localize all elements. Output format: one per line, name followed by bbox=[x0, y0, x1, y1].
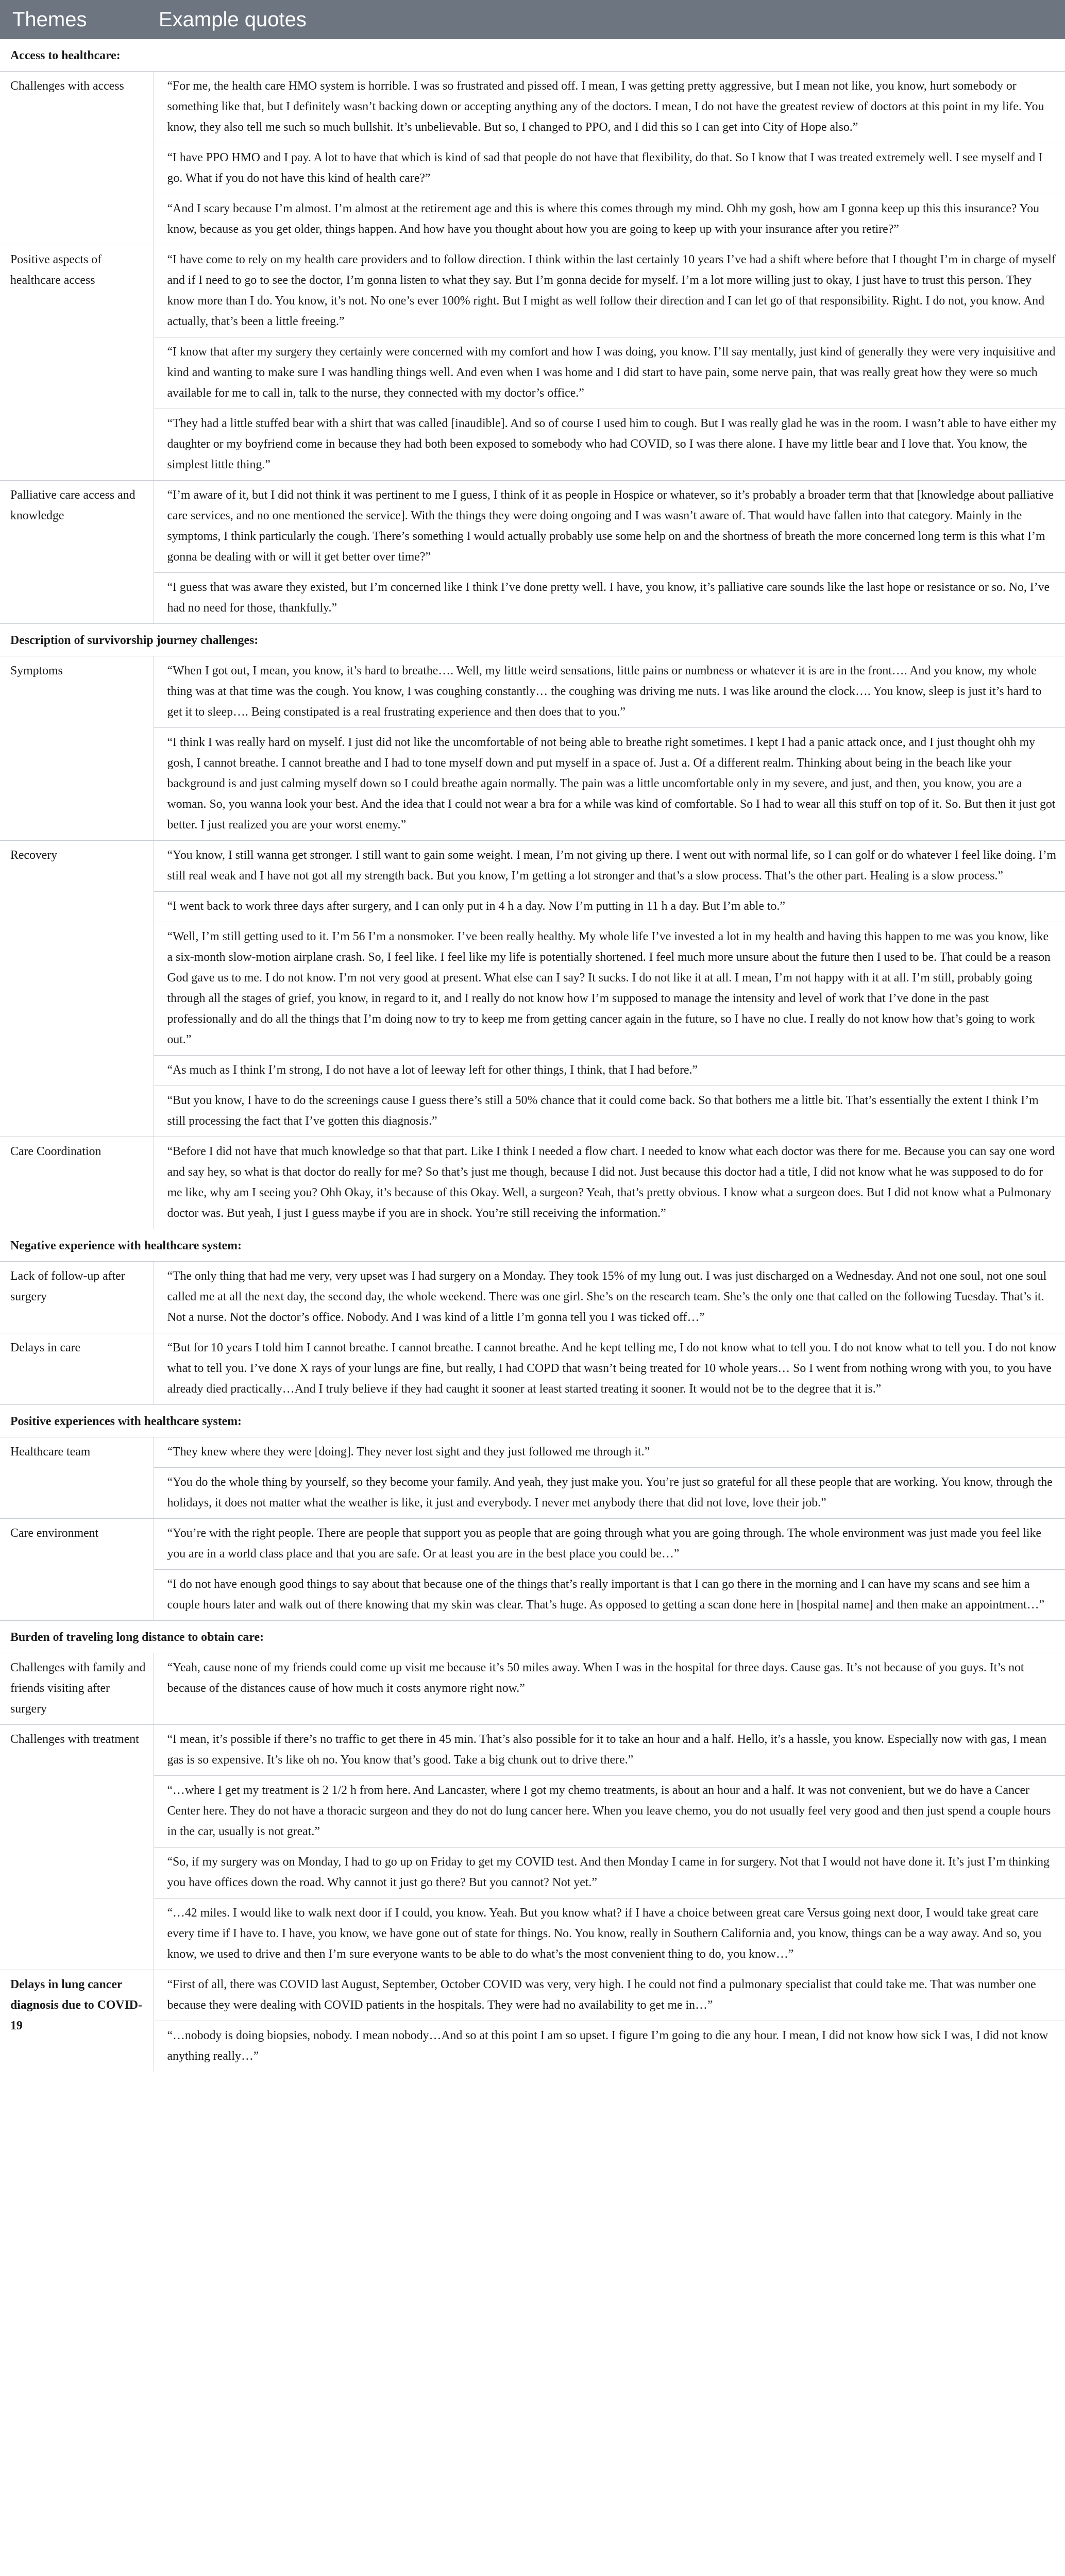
example-quote: “For me, the health care HMO system is horrible. I was so frustrated and pissed off. I mean, I was getting pretty aggressive, but I mean not like, you know, hurt somebody or something like that, but I definitely wasn’t backing down or accepting anything any of the doctors. I mean, I do not have the greatest review of doctors at this point in my life. You know, they also tell me such so much bullshit. It’s unbelievable. But so, I changed to PPO, and I did this so I can get into City of Hope also.” bbox=[154, 72, 1065, 143]
example-quote: “When I got out, I mean, you know, it’s hard to breathe…. Well, my little weird sensations, little pains or numbness or whatever it is are in the front…. And you know, my whole thing was at that time was the cough. You know, I was coughing constantly… the coughing was driving me nuts. I was like around the clock…. You know, sleep is just it’s hard to get it to sleep…. Being constipated is a real frustrating experience and then does that to you.” bbox=[154, 656, 1065, 728]
table-row bbox=[0, 2021, 1065, 2072]
theme-name: Healthcare team bbox=[0, 1437, 154, 1519]
section-row bbox=[0, 1229, 1065, 1262]
table-row bbox=[0, 1653, 1065, 1725]
example-quote: “I know that after my surgery they certainly were concerned with my comfort and how I was doing, you know. I’ll say mentally, just kind of generally they were very inquisitive and kind and wanting to make sure I was handling things well. And even when I was home and I did start to have pain, some nerve pain, that was really great how they were so much available for me to call in, talk to the nurse, they connected with my doctor’s office.” bbox=[154, 337, 1065, 409]
theme-name: Positive aspects of healthcare access bbox=[0, 245, 154, 481]
example-quote: “As much as I think I’m strong, I do not have a lot of leeway left for other things, I think, that I had before.” bbox=[154, 1056, 1065, 1086]
table-row bbox=[0, 481, 1065, 573]
example-quote: “I mean, it’s possible if there’s no traffic to get there in 45 min. That’s also possible for it to take an hour and a half. Hello, it’s a hassle, you know. Especially now with gas, I mean gas is so expensive. It’s like oh no. You know that’s good. Take a big chunk out to drive there.” bbox=[154, 1725, 1065, 1776]
section-title: Description of survivorship journey challenges: bbox=[0, 624, 1065, 656]
table-row bbox=[0, 728, 1065, 841]
example-quote: “Before I did not have that much knowledge so that that part. Like I think I needed a flow chart. I needed to know what each doctor was there for me. Because you can say one word and say hey, so what is that doctor do really for me? So that’s just me though, because I did not. Just because this doctor had a title, I did not know what he was supposed to do for me like, why am I seeing you? Ohh Okay, it’s because of this Okay. Well, a surgeon? Yeah, that’s pretty obvious. I know what a surgeon does. But I did not know what a Pulmonary doctor was. But yeah, I just I guess maybe if you are in shock. You’re still receiving the information.” bbox=[154, 1137, 1065, 1229]
table-row bbox=[0, 656, 1065, 728]
table-row bbox=[0, 143, 1065, 194]
example-quote: “They had a little stuffed bear with a shirt that was called [inaudible]. And so of course I used him to cough. But I was really glad he was in the room. I wasn’t able to have either my daughter or my boyfriend come in because they had both been exposed to somebody who had COVID, so I was there alone. I have my little bear and I love that. You know, the simplest little thing.” bbox=[154, 409, 1065, 481]
theme-name: Delays in care bbox=[0, 1333, 154, 1405]
example-quote: “Well, I’m still getting used to it. I’m 56 I’m a nonsmoker. I’ve been really healthy. My whole life I’ve invested a lot in my health and having this happen to me was you know, like a six-month slow-motion airplane crash. So, I feel like. I feel like my life is potentially shortened. I feel much more unsure about the future then I used to be. That could be a reason God gave us to me. I do not know. I’m not very good at present. What else can I say? It sucks. I do not like it at all. I mean, I’m not happy with it at all. I’m still, probably going through all the stages of grief, you know, in regard to it, and I really do not know how I’m supposed to manage the intensity and level of work that I’ve done in the past professionally and do all the things that I’m doing now to try to keep me from getting cancer again in the future, so I have no clue. I really do not know how that’s going to work out.” bbox=[154, 922, 1065, 1056]
header-example-quotes: Example quotes bbox=[154, 0, 1065, 39]
theme-name: Symptoms bbox=[0, 656, 154, 841]
table-row bbox=[0, 1137, 1065, 1229]
example-quote: “I think I was really hard on myself. I just did not like the uncomfortable of not being able to breathe right sometimes. I kept I had a panic attack once, and I just thought ohh my gosh, I cannot breathe. I cannot breathe and I had to tone myself down and put myself in a space of. Just a. Of a different realm. Thinking about being in the beach like your background is and just calming myself down so I could breathe again normally. The pain was a little uncomfortable only in my severe, and just, and then, you know, you are a woman. So, you wanna look your best. And the idea that I could not wear a bra for a while was kind of comfortable. So I had to wear all this stuff on top of it. So. But then it just got better. I just realized you are your worst enemy.” bbox=[154, 728, 1065, 841]
theme-name: Care environment bbox=[0, 1519, 154, 1621]
header-themes: Themes bbox=[0, 0, 154, 39]
example-quote: “You’re with the right people. There are people that support you as people that are going through what you are going through. The whole environment was just made you feel like you are in a world class place and that you are safe. Or at least you are in the best place you could be…” bbox=[154, 1519, 1065, 1570]
example-quote: “I have PPO HMO and I pay. A lot to have that which is kind of sad that people do not have that flexibility, do that. So I know that I was treated extremely well. I see myself and I go. What if you do not have this kind of health care?” bbox=[154, 143, 1065, 194]
example-quote: “…where I get my treatment is 2 1/2 h from here. And Lancaster, where I got my chemo treatments, is about an hour and a half. It was not convenient, but we do have a Cancer Center here. They do not have a thoracic surgeon and they do not do lung cancer here. When you leave chemo, you do not usually feel very good and then just spend a couple hours in the car, usually is not great.” bbox=[154, 1776, 1065, 1848]
section-title: Negative experience with healthcare system: bbox=[0, 1229, 1065, 1262]
table-row bbox=[0, 1056, 1065, 1086]
table-row bbox=[0, 1262, 1065, 1333]
theme-name: Lack of follow-up after surgery bbox=[0, 1262, 154, 1333]
table-row bbox=[0, 922, 1065, 1056]
section-title: Access to healthcare: bbox=[0, 39, 1065, 72]
example-quote: “And I scary because I’m almost. I’m almost at the retirement age and this is where this comes through my mind. Ohh my gosh, how am I gonna keep up this this insurance? You know, because as you get older, things happen. And how have you thought about how you are going to keep up with your insurance after you retire?” bbox=[154, 194, 1065, 245]
table-row bbox=[0, 1437, 1065, 1468]
section-row bbox=[0, 1621, 1065, 1653]
example-quote: “So, if my surgery was on Monday, I had to go up on Friday to get my COVID test. And then Monday I came in for surgery. Not that I would not have done it. It’s just I’m thinking you have offices down the road. Why cannot it just go there? But you cannot? Not yet.” bbox=[154, 1848, 1065, 1899]
section-title: Positive experiences with healthcare system: bbox=[0, 1405, 1065, 1437]
table-row bbox=[0, 892, 1065, 922]
table-row bbox=[0, 245, 1065, 337]
table-row bbox=[0, 1776, 1065, 1848]
example-quote: “Yeah, cause none of my friends could come up visit me because it’s 50 miles away. When I was in the hospital for three days. Cause gas. It’s not because of you guys. It’s not because of the distances cause of how much it costs anymore right now.” bbox=[154, 1653, 1065, 1725]
table-body bbox=[0, 39, 1065, 2072]
example-quote: “I do not have enough good things to say about that because one of the things that’s really important is that I can go there in the morning and I can have my scans and see him a couple hours later and walk out of there knowing that my skin was clear. That’s huge. As opposed to getting a scan done here in [hospital name] and then make an appointment…” bbox=[154, 1570, 1065, 1621]
section-row bbox=[0, 39, 1065, 72]
table-row bbox=[0, 1468, 1065, 1519]
example-quote: “You know, I still wanna get stronger. I still want to gain some weight. I mean, I’m not giving up there. I went out with normal life, so I can golf or do whatever I feel like doing. I’m still real weak and I have not got all my strength back. But you know, I’m getting a lot stronger and that’s a slow process. That’s the other part. Healing is a slow process.” bbox=[154, 841, 1065, 892]
theme-name: Challenges with access bbox=[0, 72, 154, 245]
example-quote: “I have come to rely on my health care providers and to follow direction. I think within the last certainly 10 years I’ve had a shift where before that I thought I’m in charge of myself and if I need to go to see the doctor, I’m gonna listen to what they say. But I’m gonna decide for myself. I’m a lot more willing just to okay, I just have to trust this person. They know more than I do. You know, it’s not. No one’s ever 100% right. But I might as well follow their direction and I can let go of that responsibility. Right. I do not, you know. And actually, that’s been a little freeing.” bbox=[154, 245, 1065, 337]
theme-name: Challenges with family and friends visiting after surgery bbox=[0, 1653, 154, 1725]
table-row bbox=[0, 1333, 1065, 1405]
table-row bbox=[0, 1848, 1065, 1899]
table-row bbox=[0, 337, 1065, 409]
table-row bbox=[0, 1725, 1065, 1776]
example-quote: “The only thing that had me very, very upset was I had surgery on a Monday. They took 15% of my lung out. I was just discharged on a Wednesday. And not one soul, not one soul called me at all the next day, the second day, the whole weekend. There was one girl. She’s on the research team. She’s the only one that called on the following Tuesday. That’s it. Not a nurse. Not the doctor’s office. Nobody. And I was kind of a little I’m gonna tell you I was ticked off…” bbox=[154, 1262, 1065, 1333]
example-quote: “But you know, I have to do the screenings cause I guess there’s still a 50% chance that it could come back. So that bothers me a little bit. That’s essentially the extent I think I’m still processing the fact that I’ve gotten this diagnosis.” bbox=[154, 1086, 1065, 1137]
table-row bbox=[0, 1570, 1065, 1621]
example-quote: “First of all, there was COVID last August, September, October COVID was very, very high. I he could not find a pulmonary specialist that could take me. That was number one because they were dealing with COVID patients in the hospitals. They were had no availability to get me in…” bbox=[154, 1970, 1065, 2021]
table-row bbox=[0, 1970, 1065, 2021]
table-row bbox=[0, 1899, 1065, 1970]
theme-name: Delays in lung cancer diagnosis due to COVID-19 bbox=[0, 1970, 154, 2072]
example-quote: “But for 10 years I told him I cannot breathe. I cannot breathe. I cannot breathe. And he kept telling me, I do not know what to tell you. I do not know what to tell you. I do not know what to tell you. I’ve done X rays of your lungs are fine, but really, I had COPD that wasn’t being treated for 10 whole years… So I went from nothing wrong with you, to you have already died practically…And I truly believe if they had caught it sooner at least started treating it sooner. It would not be to the degree that it is.” bbox=[154, 1333, 1065, 1405]
section-row bbox=[0, 1405, 1065, 1437]
example-quote: “…42 miles. I would like to walk next door if I could, you know. Yeah. But you know what? if I have a choice between great care Versus going next door, I would take great care every time if I have to. I have, you know, we have gone out of state for things. No. You know, really in Southern California and, you know, things can be a way away. And so, you know, we used to drive and then I’m sure everyone wants to be able to do what’s the most convenient thing to do, you know…” bbox=[154, 1899, 1065, 1970]
table-row bbox=[0, 1519, 1065, 1570]
table-row bbox=[0, 409, 1065, 481]
theme-name: Recovery bbox=[0, 841, 154, 1137]
theme-name: Palliative care access and knowledge bbox=[0, 481, 154, 624]
example-quote: “I went back to work three days after surgery, and I can only put in 4 h a day. Now I’m putting in 11 h a day. But I’m able to.” bbox=[154, 892, 1065, 922]
example-quote: “I’m aware of it, but I did not think it was pertinent to me I guess, I think of it as people in Hospice or whatever, so it’s probably a broader term that that [knowledge about palliative care services, and no one mentioned the service]. With the things they were doing ongoing and I was wasn’t aware of. That would have fallen into that category. Mainly in the symptoms, I think particularly the cough. There’s something I would actually probably use some help on and the shortness of breath the more concerned long term is this what I’m gonna be dealing with or will it get better over time?” bbox=[154, 481, 1065, 573]
example-quote: “I guess that was aware they existed, but I’m concerned like I think I’ve done pretty well. I have, you know, it’s palliative care sounds like the last hope or resistance or so. No, I’ve had no need for those, thankfully.” bbox=[154, 573, 1065, 624]
example-quote: “They knew where they were [doing]. They never lost sight and they just followed me through it.” bbox=[154, 1437, 1065, 1468]
table-row bbox=[0, 1086, 1065, 1137]
table-row bbox=[0, 72, 1065, 143]
theme-name: Care Coordination bbox=[0, 1137, 154, 1229]
example-quote: “…nobody is doing biopsies, nobody. I mean nobody…And so at this point I am so upset. I figure I’m going to die any hour. I mean, I did not know how sick I was, I did not know anything really…” bbox=[167, 2029, 1049, 2063]
example-quote: “You do the whole thing by yourself, so they become your family. And yeah, they just make you. You’re just so grateful for all these people that are working. You know, through the holidays, it does not matter what the weather is like, it just and everybody. I never met anybody there that did not love, love their job.” bbox=[154, 1468, 1065, 1519]
section-title: Burden of traveling long distance to obtain care: bbox=[0, 1621, 1065, 1653]
header-row bbox=[0, 0, 1065, 39]
table-row bbox=[0, 194, 1065, 245]
theme-name: Challenges with treatment bbox=[0, 1725, 154, 1970]
section-row bbox=[0, 624, 1065, 656]
table-row bbox=[0, 841, 1065, 892]
table-row bbox=[0, 573, 1065, 624]
